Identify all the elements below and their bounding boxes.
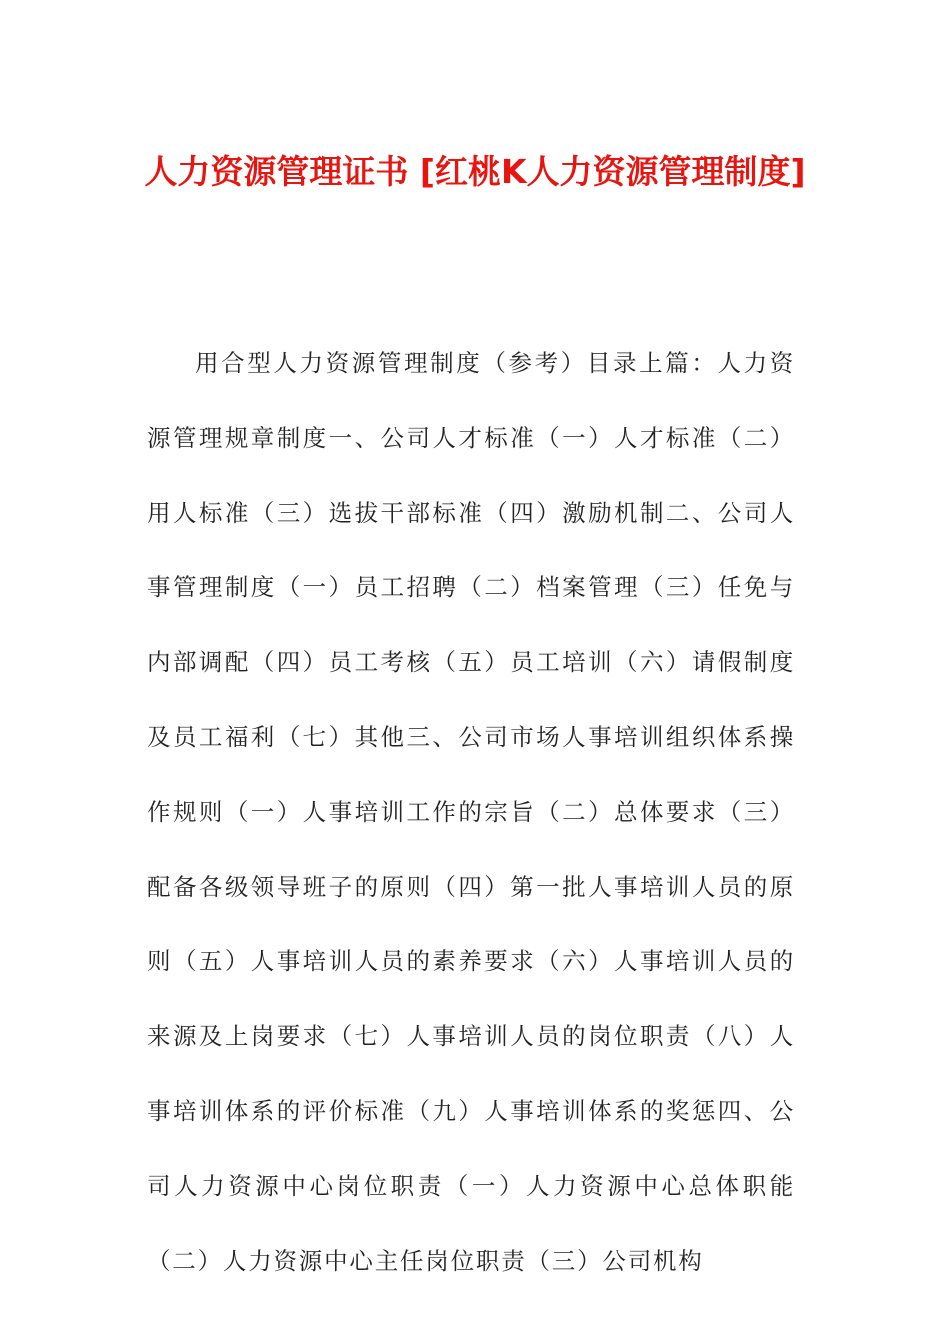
document-title: 人力资源管理证书 [红桃K人力资源管理制度] xyxy=(144,152,806,191)
document-body-paragraph: 用合型人力资源管理制度（参考）目录上篇：人力资源管理规章制度一、公司人才标准（一）人才标准（二）用人标准（三）选拔干部标准（四）激励机制二、公司人事管理制度（一）员工招聘（二）档案管理（三）任免与内部调配（四）员工考核（五）员工培训（六）请假制度及员工福利（七）其他三、公司市场人事培训组织体系操作规则（一）人事培训工作的宗旨（二）总体要求（三）配备各级领导班子的原则（四）第一批人事培训人员的原则（五）人事培训人员的素养要求（六）人事培训人员的来源及上岗要求（七）人事培训人员的岗位职责（八）人事培训体系的评价标准（九）人事培训体系的奖惩四、公司人力资源中心岗位职责（一）人力资源中心总体职能（二）人力资源中心主任岗位职责（三）公司机构 xyxy=(147,349,795,1275)
